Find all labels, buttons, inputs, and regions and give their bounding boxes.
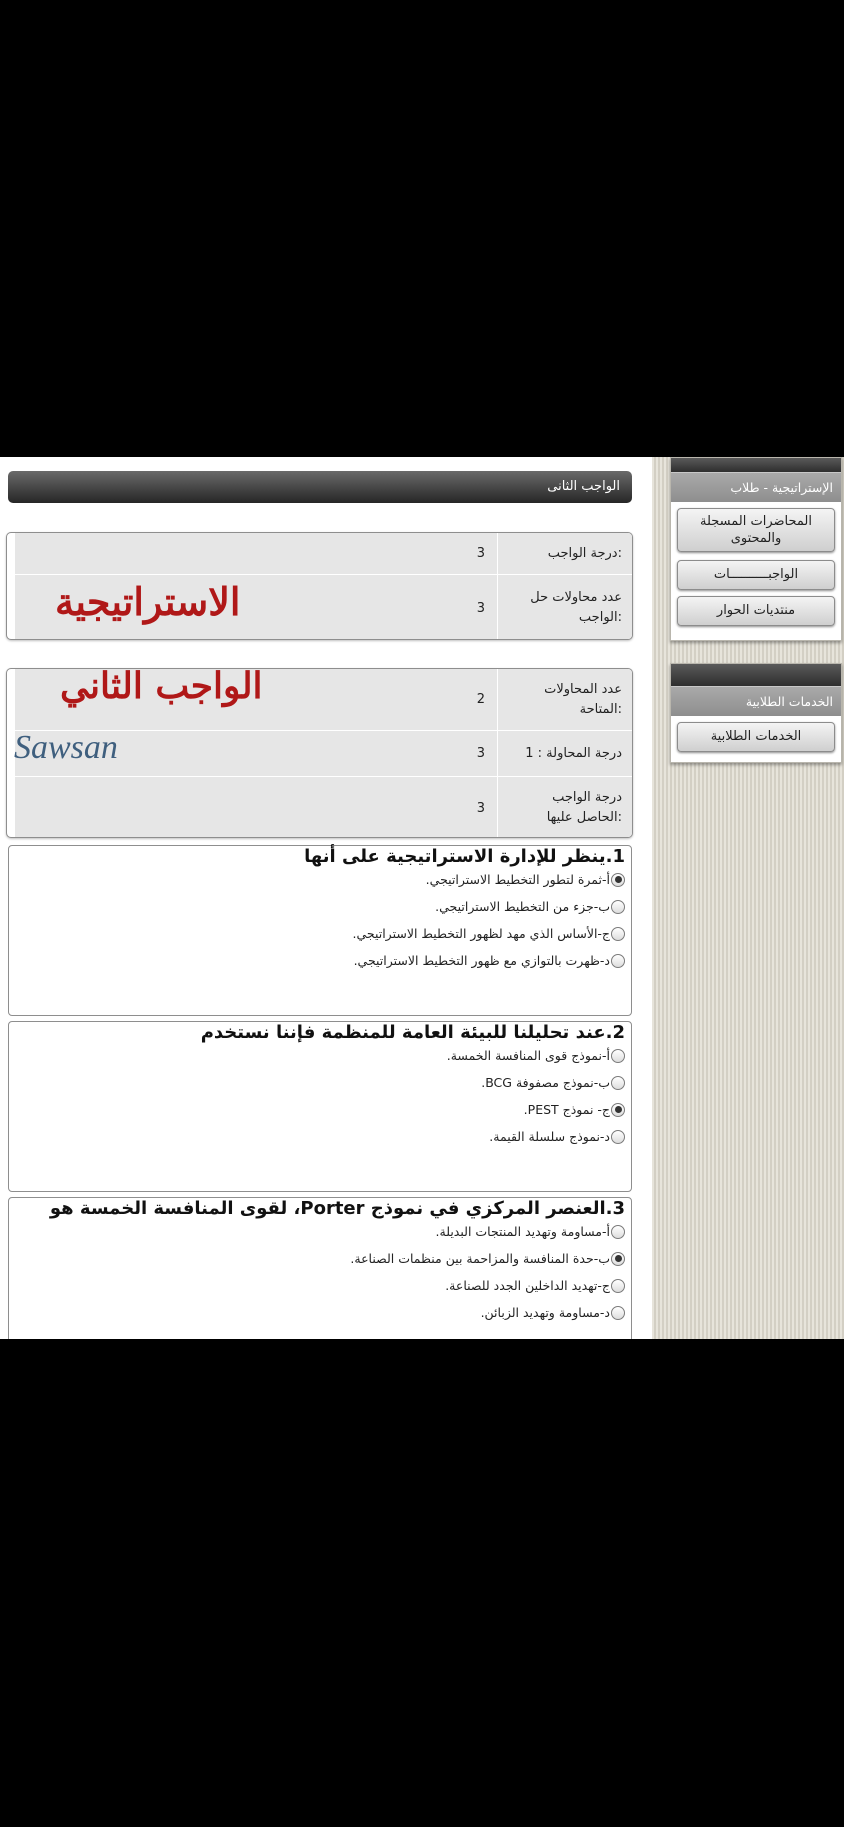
page-title: الواجب الثانى <box>8 471 632 503</box>
summary-row <box>7 533 633 575</box>
attempt-label: درجة الواجب الحاصل عليها: <box>498 777 633 838</box>
question-2 <box>8 1021 632 1192</box>
option-b[interactable] <box>435 899 625 914</box>
sidebar <box>652 457 844 1339</box>
option-label: أ-مساومة وتهديد المنتجات البديلة. <box>435 1224 610 1239</box>
attempt-label: درجة المحاولة : 1 <box>498 731 633 776</box>
value-cell <box>15 533 498 574</box>
option-label: د-ظهرت بالتوازي مع ظهور التخطيط الاستراتيجي. <box>353 953 610 968</box>
course-menu-title: الإستراتيجية - طلاب <box>671 472 841 502</box>
option-c[interactable] <box>353 926 626 941</box>
value-cell <box>15 777 498 838</box>
option-c[interactable] <box>445 1278 625 1293</box>
handwritten-subject: الاستراتيجية <box>55 579 241 624</box>
option-a[interactable] <box>447 1048 625 1063</box>
panel-cap <box>671 458 841 472</box>
option-label: د-نموذج سلسلة القيمة. <box>489 1129 610 1144</box>
option-d[interactable] <box>354 953 625 968</box>
option-label: ج- نموذج PEST. <box>523 1102 610 1117</box>
attempt-row <box>7 777 633 838</box>
attempt-value: 2 <box>476 692 485 707</box>
option-label: د-مساومة وتهديد الزبائن. <box>480 1305 610 1320</box>
radio-button[interactable] <box>611 1049 625 1063</box>
course-menu-panel <box>670 457 842 641</box>
student-services-button[interactable]: الخدمات الطلابية <box>677 722 835 752</box>
sidebar-item-forums[interactable]: منتديات الحوار <box>677 596 835 626</box>
page-screen <box>0 457 844 1339</box>
radio-button[interactable] <box>611 954 625 968</box>
option-b[interactable] <box>350 1251 625 1266</box>
option-b[interactable] <box>481 1075 625 1090</box>
option-label: ب-جزء من التخطيط الاستراتيجي. <box>435 899 610 914</box>
panel-cap <box>671 664 841 686</box>
option-d[interactable] <box>489 1129 625 1144</box>
summary-label: عدد محاولات حل الواجب: <box>498 575 633 640</box>
services-panel <box>670 663 842 763</box>
option-label: ج-الأساس الذي مهد لظهور التخطيط الاستراتيجي. <box>352 926 610 941</box>
summary-value: 3 <box>476 600 485 616</box>
attempt-label: عدد المحاولات المتاحة: <box>498 669 633 730</box>
option-label: ج-تهديد الداخلين الجدد للصناعة. <box>445 1278 610 1293</box>
services-title: الخدمات الطلابية <box>671 686 841 716</box>
radio-button[interactable] <box>611 1306 625 1320</box>
question-3 <box>8 1197 632 1339</box>
question-title: 1.ينظر للإدارة الاستراتيجية على أنها <box>304 846 625 867</box>
option-label: أ-ثمرة لتطور التخطيط الاستراتيجي. <box>425 872 610 887</box>
radio-button[interactable] <box>611 1103 625 1117</box>
handwritten-assignment: الواجب الثاني <box>60 665 263 707</box>
question-title: 3.العنصر المركزي في نموذج Porter، لقوى المنافسة الخمسة هو <box>49 1198 625 1219</box>
radio-button[interactable] <box>611 927 625 941</box>
option-c[interactable] <box>524 1102 625 1117</box>
question-1 <box>8 845 632 1016</box>
summary-value: 3 <box>476 546 485 561</box>
radio-button[interactable] <box>611 1076 625 1090</box>
radio-button[interactable] <box>611 873 625 887</box>
option-a[interactable] <box>436 1224 625 1239</box>
option-label: أ-نموذج قوى المنافسة الخمسة. <box>446 1048 610 1063</box>
radio-button[interactable] <box>611 1252 625 1266</box>
signature: Sawsan <box>14 729 118 766</box>
radio-button[interactable] <box>611 900 625 914</box>
question-title: 2.عند تحليلنا للبيئة العامة للمنظمة فإننا نستخدم <box>200 1022 625 1043</box>
option-a[interactable] <box>426 872 625 887</box>
sidebar-item-assignments[interactable]: الواجبــــــــــات <box>677 560 835 590</box>
option-label: ب-نموذج مصفوفة BCG. <box>481 1075 610 1090</box>
summary-label: درجة الواجب: <box>498 533 633 574</box>
sidebar-item-lectures[interactable]: المحاضرات المسجلة والمحتوى <box>677 508 835 552</box>
attempt-value: 3 <box>476 746 485 761</box>
option-d[interactable] <box>481 1305 625 1320</box>
attempt-value: 3 <box>476 800 485 816</box>
radio-button[interactable] <box>611 1225 625 1239</box>
radio-button[interactable] <box>611 1279 625 1293</box>
radio-button[interactable] <box>611 1130 625 1144</box>
option-label: ب-حدة المنافسة والمزاحمة بين منظمات الصناعة. <box>350 1251 610 1266</box>
